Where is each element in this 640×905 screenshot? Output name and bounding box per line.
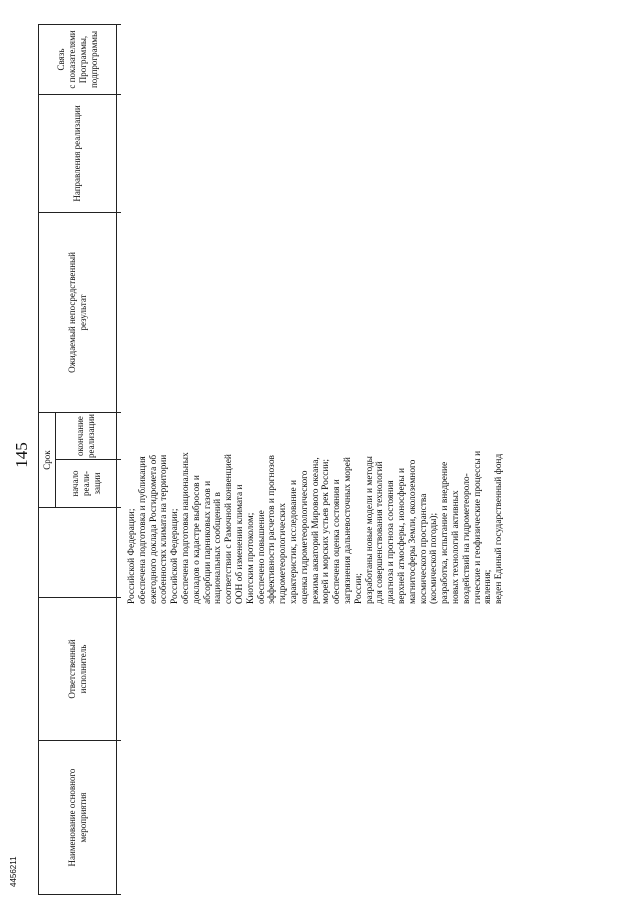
expected-result-line: для совершенствования технологий bbox=[375, 461, 386, 604]
expected-result-line: абсорбции парниковых газов и bbox=[202, 480, 213, 604]
expected-result-line: обеспечена подготовка и публикация bbox=[137, 456, 148, 604]
expected-result-line: эффективности расчетов и прогнозов bbox=[267, 455, 278, 604]
expected-result-line: Российской Федерации; bbox=[170, 508, 181, 604]
expected-result-line: национальных сообщений в bbox=[213, 492, 224, 604]
expected-result-line: оценка гидрометеорологического bbox=[299, 470, 310, 604]
expected-result-line: загрязнения дальневосточных морей bbox=[342, 457, 353, 604]
header-expected-result: Ожидаемый непосредственный результат bbox=[66, 252, 88, 373]
expected-result-line: космического пространства bbox=[418, 493, 429, 604]
expected-result-line: соответствии с Рамочной конвенцией bbox=[224, 454, 235, 604]
expected-result-line: разработка, испытание и внедрение bbox=[440, 461, 451, 604]
expected-result-line: воздействий на гидрометеороло- bbox=[461, 473, 472, 604]
page-number: 145 bbox=[12, 442, 31, 468]
table-left-border bbox=[38, 894, 121, 895]
document-number: 4456211 bbox=[9, 856, 18, 887]
expected-result-text bbox=[127, 264, 505, 604]
expected-result-line: (космической погоды); bbox=[429, 512, 440, 604]
expected-result-line: гические и геофизические процессы и bbox=[472, 450, 483, 604]
expected-result-line: диагноза и прогноза состояния bbox=[386, 480, 397, 604]
expected-result-line: докладов о кадастре выбросов и bbox=[191, 475, 202, 604]
expected-result-line: магнитосферы Земли, околоземного bbox=[407, 459, 418, 604]
header-bottom-border bbox=[116, 25, 117, 895]
expected-result-line: явления; bbox=[483, 569, 494, 604]
expected-result-line: Киотским протоколом; bbox=[245, 512, 256, 604]
expected-result-line: новых технологий активных bbox=[450, 490, 461, 604]
expected-result-line: верхней атмосферы, ионосферы и bbox=[396, 467, 407, 604]
header-end: окончание реализации bbox=[75, 414, 96, 458]
column-divider-3 bbox=[38, 507, 121, 508]
expected-result-line: разработаны новые модели и методы bbox=[364, 456, 375, 604]
expected-result-line: России; bbox=[353, 573, 364, 604]
expected-result-line: морей и морских устьев рек России; bbox=[321, 458, 332, 604]
header-name: Наименование основного мероприятия bbox=[66, 768, 88, 867]
expected-result-line: обеспечено повышение bbox=[256, 510, 267, 604]
header-connection: Связь с показателями Программы, подпрограммы bbox=[55, 30, 99, 89]
expected-result-line: ежегодного доклада Росгидромета об bbox=[148, 454, 159, 604]
header-term: Срок bbox=[41, 450, 52, 470]
header-directions: Направления реализации bbox=[72, 105, 82, 202]
expected-result-line: обеспечена подготовка национальных bbox=[180, 452, 191, 604]
expected-result-line: обеспечена оценка состояния и bbox=[332, 479, 343, 604]
expected-result-line: Российской Федерации; bbox=[127, 508, 137, 604]
expected-result-line: характеристик, исследование и bbox=[288, 479, 299, 604]
expected-result-line: веден Единый государственный фонд bbox=[494, 453, 505, 604]
expected-result-line: режима акваторий Мирового океана, bbox=[310, 457, 321, 604]
header-responsible: Ответственный исполнитель bbox=[66, 639, 88, 699]
expected-result-line: особенностях климата на территории bbox=[159, 454, 170, 604]
header-start: начало реали- зации bbox=[69, 470, 102, 497]
expected-result-line: гидрометеорологических bbox=[278, 503, 289, 604]
expected-result-line: ООН об изменении климата и bbox=[234, 484, 245, 604]
